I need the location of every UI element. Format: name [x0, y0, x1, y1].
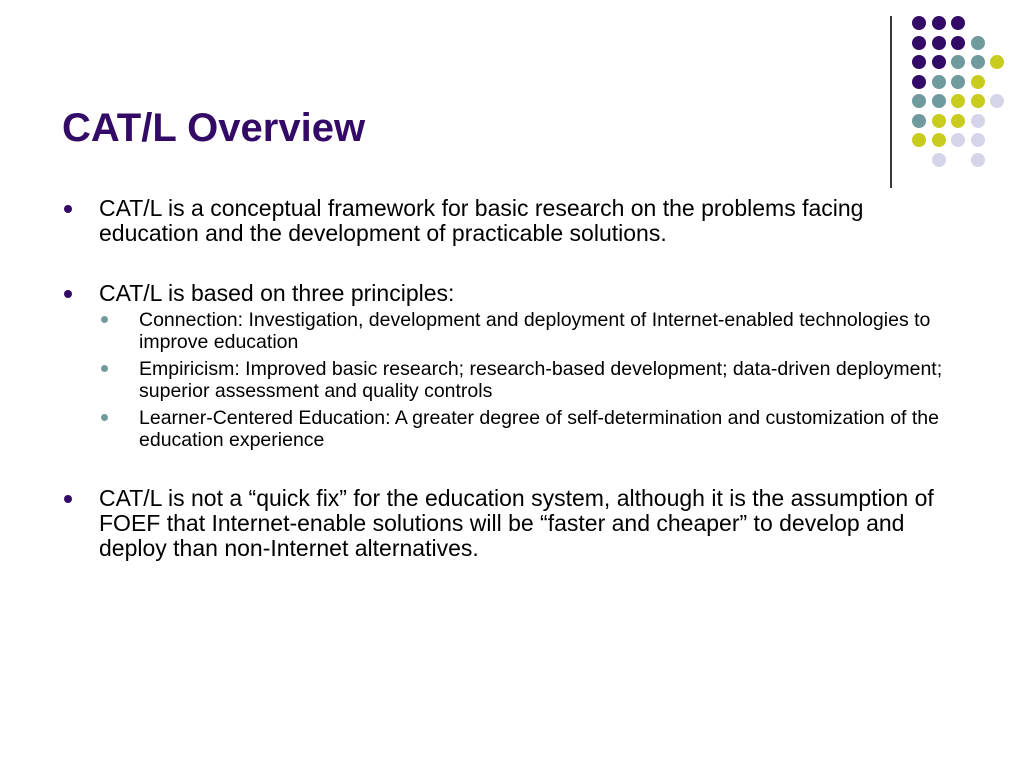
decorative-dot: [971, 55, 985, 69]
sub-bullet-icon: [101, 414, 108, 421]
sub-bullet-text: Empiricism: Improved basic research; research-based development; data-driven deployment; superior assessment and quality controls: [139, 358, 943, 402]
sub-bullet-item: [62, 358, 962, 402]
bullet-item: [62, 281, 962, 306]
decorative-dot: [951, 114, 965, 128]
decorative-dot: [990, 55, 1004, 69]
decorative-dot: [912, 114, 926, 128]
bullet-text: CAT/L is not a “quick fix” for the education system, although it is the assumption of FOEF that Internet-enable solutions will be “faster and cheaper” to develop and deploy than non-Internet alternatives.: [99, 485, 934, 561]
decorative-dot: [912, 36, 926, 50]
decorative-dot: [951, 55, 965, 69]
decorative-dot: [912, 94, 926, 108]
decorative-dot: [932, 36, 946, 50]
sub-bullet-icon: [101, 365, 108, 372]
decorative-dot: [951, 94, 965, 108]
decorative-dot: [971, 153, 985, 167]
decorative-dot: [951, 36, 965, 50]
sub-bullet-item: [62, 309, 962, 353]
decorative-dot: [932, 94, 946, 108]
decorative-dot: [971, 114, 985, 128]
decorative-dot: [951, 75, 965, 89]
decorative-dot: [912, 16, 926, 30]
sub-bullet-text: Connection: Investigation, development and deployment of Internet-enabled technologies to improve education: [139, 309, 931, 353]
decorative-dot: [971, 36, 985, 50]
decorative-dot: [951, 133, 965, 147]
sub-bullet-item: [62, 407, 962, 451]
decorative-dot: [932, 16, 946, 30]
decorative-dot: [932, 133, 946, 147]
slide-content: [62, 196, 962, 561]
sub-bullet-icon: [101, 316, 108, 323]
decorative-dot: [971, 94, 985, 108]
sub-bullet-text: Learner-Centered Education: A greater degree of self-determination and customization of the education experience: [139, 407, 939, 451]
decorative-dot: [912, 55, 926, 69]
bullet-text: CAT/L is based on three principles:: [99, 280, 455, 306]
decorative-dot: [932, 75, 946, 89]
decorative-dot: [971, 75, 985, 89]
decorative-dot-grid: [0, 0, 1024, 200]
bullet-text: CAT/L is a conceptual framework for basic research on the problems facing education and the development of practicable solutions.: [99, 195, 864, 246]
slide-title: CAT/L Overview: [62, 106, 366, 150]
bullet-icon: [64, 290, 72, 298]
decorative-dot: [912, 133, 926, 147]
decorative-dot: [951, 16, 965, 30]
bullet-item: [62, 196, 962, 246]
bullet-icon: [64, 205, 72, 213]
decorative-dot: [932, 114, 946, 128]
bullet-icon: [64, 495, 72, 503]
decorative-dot: [932, 153, 946, 167]
decorative-dot: [971, 133, 985, 147]
decorative-dot: [932, 55, 946, 69]
decorative-dot: [990, 94, 1004, 108]
decorative-dot: [912, 75, 926, 89]
bullet-item: [62, 486, 962, 561]
